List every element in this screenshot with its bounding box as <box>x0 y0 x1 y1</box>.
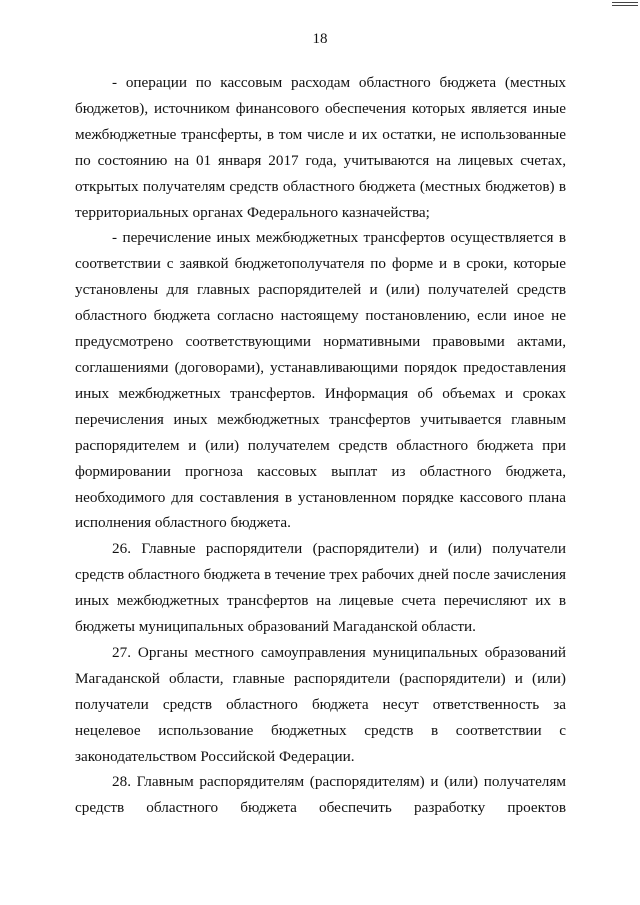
paragraph-item-27: 27. Органы местного самоуправления муниципальных образований Магаданской области, главные распорядители (распорядители) и (или) получатели средств областного бюджета несут ответственность за нецелевое использование бюджетных средств в соответствии с законодательством Российской Федерации. <box>75 643 566 765</box>
document-body <box>75 70 566 821</box>
corner-scan-mark <box>612 0 638 12</box>
paragraph-transfer-procedure: - перечисление иных межбюджетных трансфертов осуществляется в соответствии с заявкой бюджетополучателя по форме и в сроки, которые установлены для главных распорядителей и (или) получателей средств областного бюджета согласно настоящему постановлению, если иное не предусмотрено соответствующими нормативными правовыми актами, соглашениями (договорами), устанавливающими порядок предоставления иных межбюджетных трансфертов. Информация об объемах и сроках перечисления иных межбюджетных трансфертов учитывается главным распорядителем и (или) получателем средств областного бюджета при формировании прогноза кассовых выплат из областного бюджета, необходимого для составления в установленном порядке кассового плана исполнения областного бюджета. <box>75 229 566 532</box>
paragraph-item-28: 28. Главным распорядителям (распорядителям) и (или) получателям средств областного бюджета обеспечить разработку проектов <box>75 773 566 817</box>
paragraph-item-26: 26. Главные распорядители (распорядители) и (или) получатели средств областного бюджета в течение трех рабочих дней после зачисления иных межбюджетных трансфертов на лицевые счета перечисляют их в бюджеты муниципальных образований Магаданской области. <box>75 540 566 636</box>
page-number: 18 <box>312 31 328 47</box>
paragraph-cash-operations: - операции по кассовым расходам областного бюджета (местных бюджетов), источником финансового обеспечения которых является иные межбюджетные трансферты, в том числе и их остатки, не использованные по состоянию на 01 января 2017 года, учитываются на лицевых счетах, открытых получателям средств областного бюджета (местных бюджетов) в территориальных органах Федерального казначейства; <box>75 74 566 221</box>
